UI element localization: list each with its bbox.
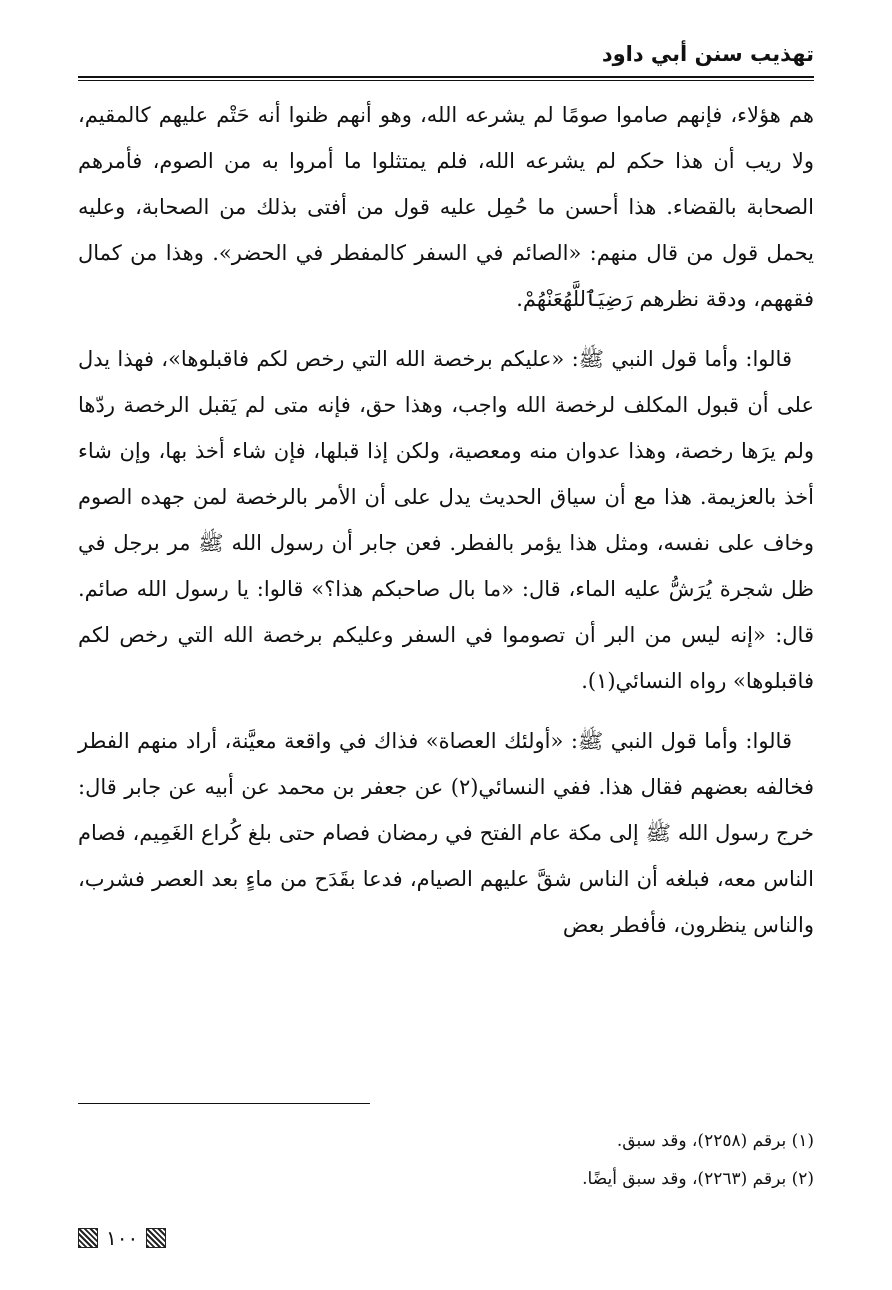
paragraph-1: هم هؤلاء، فإنهم صاموا صومًا لم يشرعه الله، وهو أنهم ظنوا أنه حَتْم عليهم كالمقيم، ولا ريب أن هذا حكم لم يشرعه الله، فلم يمتثلوا ما أمروا به من الصوم، فأمرهم الصحابة بالقضاء. هذا أحسن ما حُمِل عليه قول من أفتى بذلك من الصحابة، وعليه يحمل قول من قال منهم: «الصائم في السفر كالمفطر في الحضر». وهذا من كمال فقههم، ودقة نظرهم رَضِيَٱللَّهُعَنْهُمْ. [78,103,814,311]
running-header [78,40,814,78]
book-title: تهذيب سنن أبي داود [601,42,814,66]
footnote-1: (١) برقم (٢٢٥٨)، وقد سبق. [616,1131,814,1151]
footnotes [78,1122,814,1198]
paragraph-3: قالوا: وأما قول النبي ﷺ: «أولئك العصاة» فذاك في واقعة معيَّنة، أراد منهم الفطر فخالفه بعضهم فقال هذا. ففي النسائي(٢) عن جعفر بن محمد عن أبيه عن جابر قال: خرج رسول الله ﷺ إلى مكة عام الفتح في رمضان فصام حتى بلغ كُراع الغَمِيم، فصام الناس معه، فبلغه أن الناس شقَّ عليهم الصيام، فدعا بقَدَح من ماءٍ بعد العصر فشرب، والناس ينظرون، فأفطر بعض [78,729,815,937]
ornament-icon [78,1228,98,1248]
footnote-2: (٢) برقم (٢٢٦٣)، وقد سبق أيضًا. [582,1169,814,1189]
page-number: ١٠٠ [106,1226,139,1250]
document-page [78,0,814,1290]
page-number-block [78,1226,166,1250]
paragraph-2: قالوا: وأما قول النبي ﷺ: «عليكم برخصة الله التي رخص لكم فاقبلوها»، فهذا يدل على أن قبول المكلف لرخصة الله واجب، وهذا حق، فإنه متى لم يَقبل الرخصة ردّها ولم يرَها رخصة، وهذا عدوان منه ومعصية، ولكن إذا قبلها، فإن شاء أخذ بها، وإن شاء أخذ بالعزيمة. هذا مع أن سياق الحديث يدل على أن الأمر بالرخصة لمن جهده الصوم وخاف على نفسه، ومثل هذا يؤمر بالفطر. فعن جابر أن رسول الله ﷺ مر برجل في ظل شجرة يُرَشُّ عليه الماء، قال: «ما بال صاحبكم هذا؟» قالوا: يا رسول الله صائم. قال: «إنه ليس من البر أن تصوموا في السفر وعليكم برخصة الله التي رخص لكم فاقبلوها» رواه النسائي(١). [78,347,814,693]
ornament-icon [146,1228,166,1248]
footnote-separator [78,1103,370,1104]
main-text [78,92,814,948]
